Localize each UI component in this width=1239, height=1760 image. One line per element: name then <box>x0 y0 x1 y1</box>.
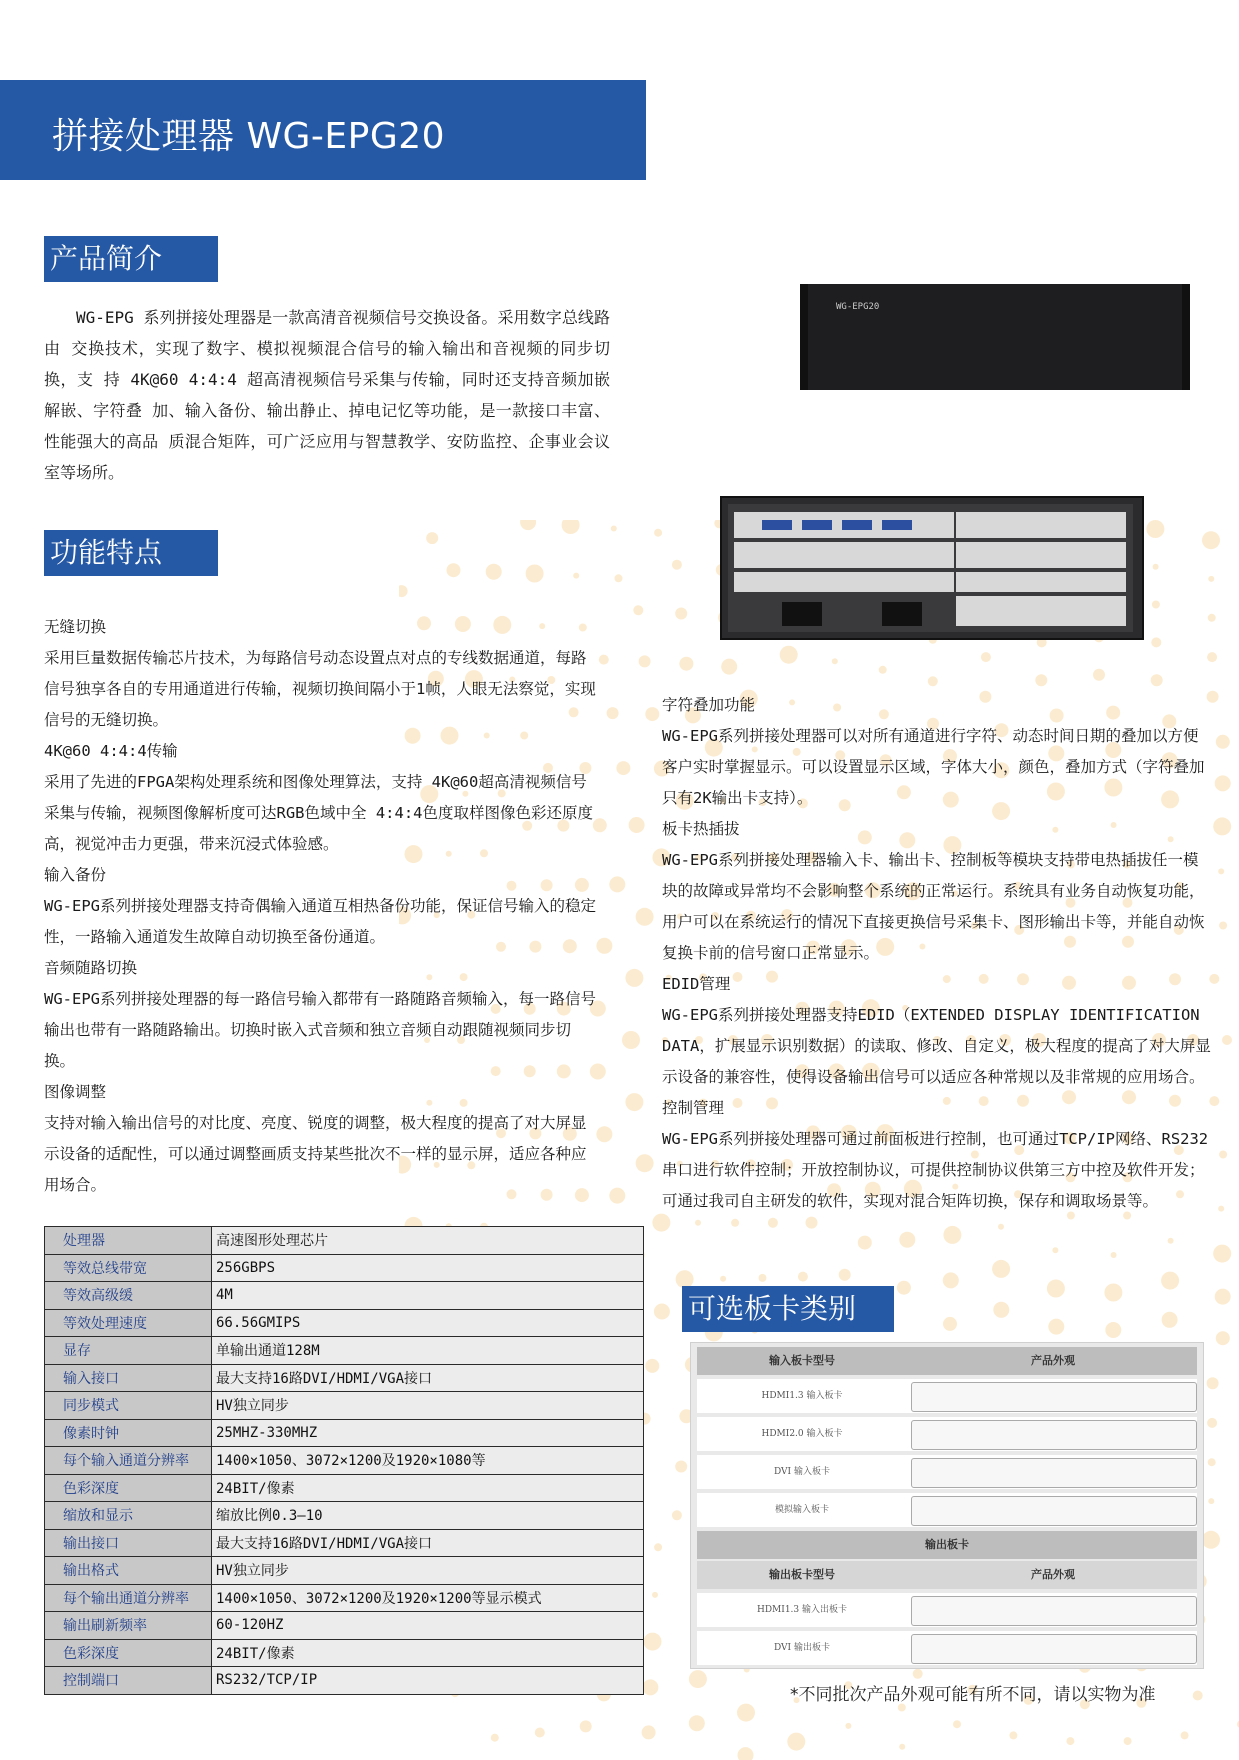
spec-key: 输入接口 <box>45 1364 212 1392</box>
card-image <box>911 1634 1197 1664</box>
card-name: HDMI1.3 输入板卡 <box>761 1391 843 1401</box>
spec-value: 24BIT/像素 <box>212 1639 644 1667</box>
table-row <box>45 1447 644 1475</box>
spec-value: HV独立同步 <box>212 1392 644 1420</box>
card-row <box>697 1593 1197 1627</box>
spec-value: HV独立同步 <box>212 1557 644 1585</box>
card-image <box>911 1420 1197 1450</box>
spec-key: 处理器 <box>45 1227 212 1255</box>
spec-key: 像素时钟 <box>45 1419 212 1447</box>
feature-title: 无缝切换 <box>44 618 107 636</box>
table-row <box>45 1639 644 1667</box>
appearance-header: 产品外观 <box>1031 1568 1075 1581</box>
spec-value: 最大支持16路DVI/HDMI/VGA接口 <box>212 1529 644 1557</box>
spec-value: 4M <box>212 1282 644 1310</box>
table-row <box>45 1282 644 1310</box>
feature-text: WG-EPG系列拼接处理器输入卡、输出卡、控制板等模块支持带电热插拔任一模块的故障或异常均不会影响整个系统的正常运行。系统具有业务自动恢复功能，用户可以在系统运行的情况下直接更换信号采集卡、图形输出卡等，并能自动恢复换卡前的信号窗口正常显示。 <box>662 851 1205 962</box>
card-table <box>690 1342 1204 1669</box>
feature-text: WG-EPG系列拼接处理器支持EDID（EXTENDED DISPLAY IDENTIFICATION DATA，扩展显示识别数据）的读取、修改、自定义，极大程度的提高了对大屏显示设备的兼容性，使得设备输出信号可以适应各种常规以及非常规的应用场合。 <box>662 1006 1211 1086</box>
spec-value: 1400×1050、3072×1200及1920×1200等显示模式 <box>212 1584 644 1612</box>
spec-value: 256GBPS <box>212 1254 644 1282</box>
spec-key: 等效处理速度 <box>45 1309 212 1337</box>
card-header <box>697 1347 1197 1375</box>
feature-title: 板卡热插拔 <box>662 820 740 838</box>
spec-value: 66.56GMIPS <box>212 1309 644 1337</box>
table-row <box>45 1419 644 1447</box>
spec-key: 输出接口 <box>45 1529 212 1557</box>
spec-value: 24BIT/像素 <box>212 1474 644 1502</box>
feature-title: 输入备份 <box>44 866 107 884</box>
feature-title: 字符叠加功能 <box>662 696 756 714</box>
table-row <box>45 1612 644 1640</box>
spec-key: 缩放和显示 <box>45 1502 212 1530</box>
section-head-features: 功能特点 <box>44 530 218 576</box>
spec-value: 单输出通道128M <box>212 1337 644 1365</box>
table-row <box>45 1502 644 1530</box>
spec-key: 控制端口 <box>45 1667 212 1695</box>
card-name: HDMI2.0 输入板卡 <box>761 1429 843 1439</box>
table-row <box>45 1474 644 1502</box>
feature-text: 采用巨量数据传输芯片技术，为每路信号动态设置点对点的专线数据通道，每路信号独享各自的专用通道进行传输，视频切换间隔小于1帧，人眼无法察觉，实现信号的无缝切换。 <box>44 649 596 729</box>
right-features <box>662 690 1212 1217</box>
table-row <box>45 1227 644 1255</box>
spec-key: 色彩深度 <box>45 1639 212 1667</box>
spec-key: 同步模式 <box>45 1392 212 1420</box>
page-title: 拼接处理器 WG-EPG20 <box>52 116 446 157</box>
table-row <box>45 1309 644 1337</box>
output-section-header <box>697 1531 1197 1559</box>
card-image <box>911 1382 1197 1412</box>
spec-key: 等效总线带宽 <box>45 1254 212 1282</box>
table-row <box>45 1529 644 1557</box>
table-row <box>45 1667 644 1695</box>
card-row <box>697 1631 1197 1665</box>
table-row <box>45 1254 644 1282</box>
device-label: WG-EPG20 <box>836 302 880 312</box>
spec-key: 每个输出通道分辨率 <box>45 1584 212 1612</box>
feature-title: EDID管理 <box>662 975 731 993</box>
spec-value: 高速图形处理芯片 <box>212 1227 644 1255</box>
device-rear-image <box>720 496 1144 640</box>
feature-text: WG-EPG系列拼接处理器的每一路信号输入都带有一路随路音频输入，每一路信号输出也带有一路随路输出。切换时嵌入式音频和独立音频自动跟随视频同步切换。 <box>44 990 596 1070</box>
spec-value: 25MHZ-330MHZ <box>212 1419 644 1447</box>
table-row <box>45 1337 644 1365</box>
spec-value: 1400×1050、3072×1200及1920×1080等 <box>212 1447 644 1475</box>
card-image <box>911 1496 1197 1526</box>
card-name: DVI 输入板卡 <box>774 1467 830 1477</box>
spec-table <box>44 1226 644 1695</box>
feature-text: 采用了先进的FPGA架构处理系统和图像处理算法，支持 4K@60超高清视频信号采集与传输，视频图像解析度可达RGB色域中全 4:4:4色度取样图像色彩还原度高，视觉冲击力更强，带来沉浸式体验感。 <box>44 773 593 853</box>
spec-value: 60-120HZ <box>212 1612 644 1640</box>
appearance-header: 产品外观 <box>1031 1354 1075 1367</box>
table-row <box>45 1364 644 1392</box>
feature-text: WG-EPG系列拼接处理器支持奇偶输入通道互相热备份功能，保证信号输入的稳定性，一路输入通道发生故障自动切换至备份通道。 <box>44 897 596 946</box>
feature-title: 控制管理 <box>662 1099 725 1117</box>
left-features <box>44 612 600 1201</box>
card-image <box>911 1458 1197 1488</box>
spec-key: 输出格式 <box>45 1557 212 1585</box>
feature-title: 4K@60 4:4:4传输 <box>44 742 178 760</box>
feature-title: 音频随路切换 <box>44 959 138 977</box>
spec-key: 输出刷新频率 <box>45 1612 212 1640</box>
card-row <box>697 1455 1197 1489</box>
output-header <box>697 1561 1197 1589</box>
spec-key: 色彩深度 <box>45 1474 212 1502</box>
spec-key: 每个输入通道分辨率 <box>45 1447 212 1475</box>
feature-title: 图像调整 <box>44 1083 107 1101</box>
card-row <box>697 1417 1197 1451</box>
output-section-label: 输出板卡 <box>925 1538 969 1551</box>
section-head-intro: 产品简介 <box>44 236 218 282</box>
table-row <box>45 1392 644 1420</box>
title-bar <box>0 80 646 180</box>
card-row <box>697 1379 1197 1413</box>
section-head-cards: 可选板卡类别 <box>682 1286 894 1332</box>
spec-value: 最大支持16路DVI/HDMI/VGA接口 <box>212 1364 644 1392</box>
intro-paragraph: WG-EPG 系列拼接处理器是一款高清音视频信号交换设备。采用数字总线路由 交换技术，实现了数字、模拟视频混合信号的输入输出和音视频的同步切换，支 持 4K@60 4:4:4 超高清视频信号采集与传输，同时还支持音频加嵌解嵌、字符叠 加、输入备份、输出静止、掉电记忆等功能，是一款接口丰富、性能强大的高品 质混合矩阵，可广泛应用与智慧教学、安防监控、企事业会议室等场所。 <box>44 308 610 482</box>
feature-text: WG-EPG系列拼接处理器可以对所有通道进行字符、动态时间日期的叠加以方便客户实时掌握显示。可以设置显示区域，字体大小，颜色，叠加方式（字符叠加只有2K输出卡支持）。 <box>662 727 1205 807</box>
card-name: HDMI1.3 输入出板卡 <box>756 1605 847 1615</box>
table-row <box>45 1584 644 1612</box>
output-model-header: 输出板卡型号 <box>769 1568 835 1581</box>
spec-key: 等效高级缓 <box>45 1282 212 1310</box>
feature-text: 支持对输入输出信号的对比度、亮度、锐度的调整，极大程度的提高了对大屏显示设备的适配性，可以通过调整画质支持某些批次不一样的显示屏，适应各种应用场合。 <box>44 1114 587 1194</box>
input-model-header: 输入板卡型号 <box>769 1354 835 1367</box>
table-row <box>45 1557 644 1585</box>
spec-key: 显存 <box>45 1337 212 1365</box>
feature-text: WG-EPG系列拼接处理器可通过前面板进行控制，也可通过TCP/IP网络、RS232串口进行软件控制；开放控制协议，可提供控制协议供第三方中控及软件开发；可通过我司自主研发的软件，实现对混合矩阵切换，保存和调取场景等。 <box>662 1130 1209 1210</box>
device-front-image <box>800 284 1190 390</box>
spec-value: RS232/TCP/IP <box>212 1667 644 1695</box>
card-name: DVI 输出板卡 <box>774 1643 830 1653</box>
card-name: 模拟输入板卡 <box>774 1505 829 1515</box>
card-row <box>697 1493 1197 1527</box>
card-image <box>911 1596 1197 1626</box>
spec-value: 缩放比例0.3—10 <box>212 1502 644 1530</box>
footnote: *不同批次产品外观可能有所不同，请以实物为准 <box>790 1685 1156 1705</box>
